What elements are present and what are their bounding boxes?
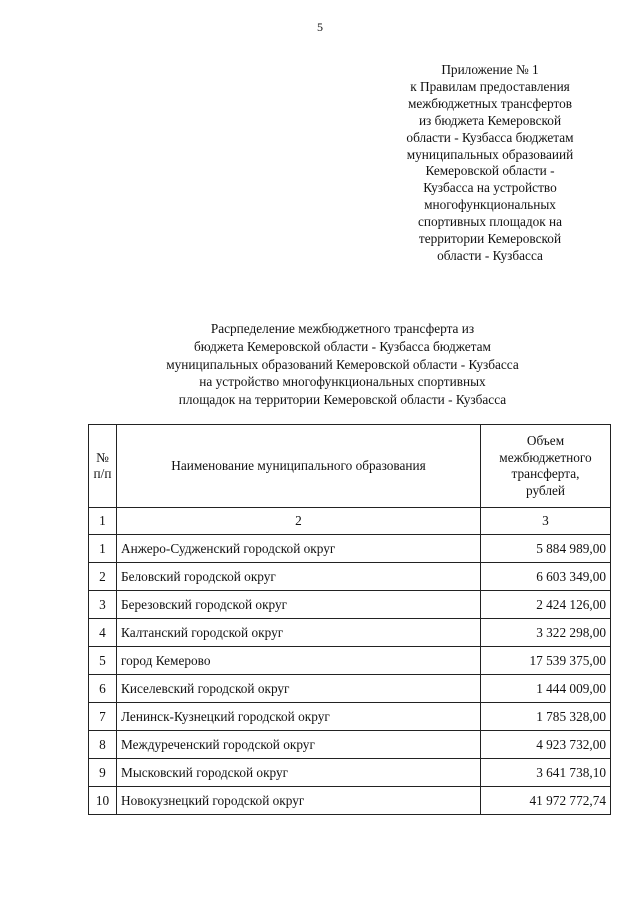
page-number: 5 <box>317 20 323 34</box>
table-row <box>89 647 611 675</box>
row-amount: 2 424 126,00 <box>481 591 611 619</box>
row-amount: 6 603 349,00 <box>481 563 611 591</box>
table-row <box>89 563 611 591</box>
row-number: 9 <box>89 759 117 787</box>
table-row <box>89 591 611 619</box>
row-number: 10 <box>89 787 117 815</box>
row-number: 4 <box>89 619 117 647</box>
title-line: площадок на территории Кемеровской области - Кузбасса <box>178 392 507 408</box>
column-index-cell: 1 <box>89 508 117 535</box>
header-amount-line: Объем <box>526 433 565 448</box>
appendix-line: многофункциональных <box>424 197 556 213</box>
row-number: 3 <box>89 591 117 619</box>
row-amount: 41 972 772,74 <box>481 787 611 815</box>
row-amount: 17 539 375,00 <box>481 647 611 675</box>
header-amount-cell <box>481 425 611 508</box>
row-number: 2 <box>89 563 117 591</box>
table-row <box>89 787 611 815</box>
row-municipality: Междуреченский городской округ <box>117 731 481 759</box>
column-index-cell: 3 <box>481 508 611 535</box>
title-line: бюджета Кемеровской области - Кузбасса бюджетам <box>194 338 491 354</box>
row-municipality: Киселевский городской округ <box>117 675 481 703</box>
row-number: 1 <box>89 535 117 563</box>
row-municipality: Новокузнецкий городской округ <box>117 787 481 815</box>
table-row <box>89 731 611 759</box>
header-amount-line: рублей <box>525 482 566 498</box>
row-number: 7 <box>89 703 117 731</box>
row-municipality: Ленинск-Кузнецкий городской округ <box>117 703 481 731</box>
appendix-line: Кузбасса на устройство <box>423 180 557 196</box>
table-row <box>89 759 611 787</box>
header-amount-line: трансферта, <box>511 466 580 481</box>
appendix-line: области - Кузбасса <box>437 247 543 263</box>
appendix-line: спортивных площадок на <box>417 214 563 230</box>
row-number: 8 <box>89 731 117 759</box>
header-num-cell <box>89 425 117 508</box>
row-municipality: Березовский городской округ <box>117 591 481 619</box>
appendix-line: межбюджетных трансфертов <box>407 95 573 111</box>
column-index-cell: 2 <box>117 508 481 535</box>
row-amount: 3 641 738,10 <box>481 759 611 787</box>
table-header-row <box>89 425 611 508</box>
document-title <box>90 320 595 409</box>
row-municipality: Беловский городской округ <box>117 563 481 591</box>
allocation-table <box>88 424 611 815</box>
row-municipality: Анжеро-Судженский городской округ <box>117 535 481 563</box>
row-amount: 1 785 328,00 <box>481 703 611 731</box>
appendix-line: к Правилам предоставления <box>410 78 570 94</box>
table-row <box>89 675 611 703</box>
row-municipality: Мысковский городской округ <box>117 759 481 787</box>
appendix-line: муниципальных образоваиий <box>406 146 574 162</box>
header-num-symbol: № <box>96 450 109 465</box>
appendix-line: из бюджета Кемеровской <box>418 112 562 128</box>
appendix-line: Приложение № 1 <box>441 62 539 77</box>
appendix-line: области - Кузбасса бюджетам <box>406 129 574 145</box>
row-amount: 3 322 298,00 <box>481 619 611 647</box>
appendix-block <box>385 62 595 265</box>
column-index-row <box>89 508 611 535</box>
header-num-abbr: п/п <box>93 466 112 481</box>
appendix-line: территории Кемеровской <box>418 231 562 247</box>
title-line: муниципальных образований Кемеровской области - Кузбасса <box>166 356 519 372</box>
header-amount-line: межбюджетного <box>499 449 592 465</box>
header-name-cell: Наименование муниципального образования <box>117 425 481 508</box>
table-row <box>89 703 611 731</box>
row-amount: 5 884 989,00 <box>481 535 611 563</box>
title-line: Расрпеделение межбюджетного трансферта из <box>210 321 475 336</box>
table-row <box>89 535 611 563</box>
row-number: 6 <box>89 675 117 703</box>
appendix-line: Кемеровской области - <box>425 163 555 179</box>
table-row <box>89 619 611 647</box>
row-municipality: Калтанский городской округ <box>117 619 481 647</box>
row-municipality: город Кемерово <box>117 647 481 675</box>
row-amount: 4 923 732,00 <box>481 731 611 759</box>
title-line: на устройство многофункциональных спортивных <box>199 374 486 390</box>
row-amount: 1 444 009,00 <box>481 675 611 703</box>
row-number: 5 <box>89 647 117 675</box>
